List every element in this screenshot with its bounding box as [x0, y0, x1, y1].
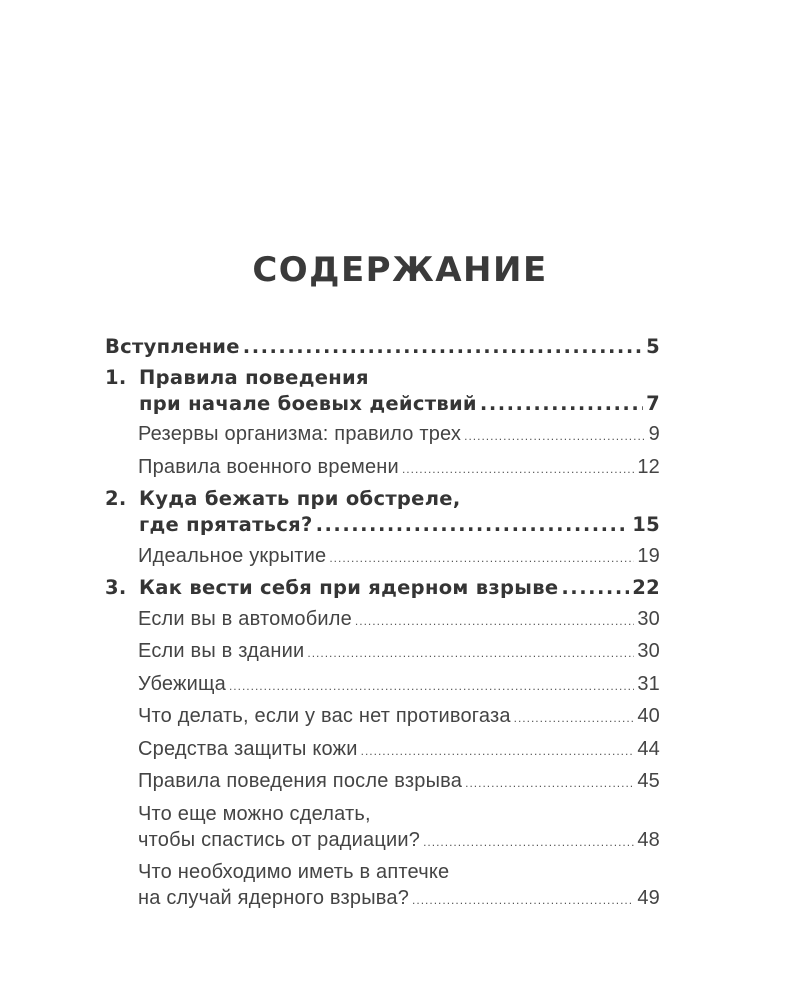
- chapter-number: 3.: [105, 576, 127, 599]
- toc-page-number: 31: [637, 672, 660, 695]
- toc-entry-label-line2: на случай ядерного взрыва?: [138, 887, 410, 909]
- toc-entry-label-line1: Что необходимо иметь в аптечке: [138, 861, 450, 883]
- toc-page-number: 40: [637, 705, 660, 727]
- dot-leader: [465, 770, 634, 796]
- dot-leader: [412, 887, 634, 913]
- toc-page-number: 49: [637, 887, 660, 909]
- toc-entry-label-line1: Что еще можно сделать,: [138, 802, 371, 825]
- toc-page-number: 30: [637, 607, 660, 630]
- dot-leader: [355, 608, 634, 634]
- toc-subentry: [105, 421, 660, 449]
- toc-entry-label: Убежища: [138, 672, 226, 695]
- toc-entry-label: Идеальное укрытие: [138, 544, 327, 567]
- toc-entry-label: Если вы в здании: [138, 640, 305, 662]
- toc-subentry: [105, 859, 660, 913]
- dot-leader: [561, 575, 629, 601]
- toc-page-number: 48: [637, 828, 660, 851]
- toc-entry-label: Если вы в автомобиле: [138, 607, 352, 630]
- dot-leader: [307, 640, 634, 666]
- toc-subentry: [105, 454, 660, 482]
- chapter-title-line2: при начале боевых действий: [139, 391, 477, 415]
- dot-leader: [480, 391, 643, 417]
- toc-subentry: [105, 703, 660, 731]
- toc-page-number: 5: [646, 335, 660, 358]
- toc-subentry: [105, 638, 660, 666]
- chapter-title-line1: Правила поведения: [139, 365, 369, 389]
- toc-page-number: 7: [646, 391, 660, 415]
- dot-leader: [316, 512, 630, 538]
- toc-page-number: 30: [637, 640, 660, 662]
- dot-leader: [423, 829, 634, 855]
- toc-entry-intro: [105, 334, 660, 360]
- toc-entry-label: Правила военного времени: [138, 455, 399, 478]
- chapter-title-line1: Как вести себя при ядерном взрыве: [139, 576, 559, 599]
- toc-page-number: 9: [648, 423, 660, 445]
- dot-leader: [243, 334, 643, 360]
- toc-page-number: 12: [637, 455, 660, 478]
- toc-subentry: [105, 768, 660, 796]
- toc-page-number: 19: [637, 544, 660, 567]
- toc-subentry: [105, 736, 660, 764]
- chapter-title-line1: Куда бежать при обстреле,: [139, 487, 461, 510]
- chapter-number: 2.: [105, 487, 127, 510]
- table-of-contents: [105, 334, 660, 918]
- toc-entry-label-line2: чтобы спастись от радиации?: [138, 828, 421, 851]
- toc-subentry: [105, 801, 660, 855]
- toc-page-number: 22: [632, 576, 660, 599]
- toc-entry-label: Правила поведения после взрыва: [138, 770, 463, 792]
- toc-page-number: 45: [637, 770, 660, 792]
- toc-subentry: [105, 543, 660, 571]
- toc-entry-label: Вступление: [105, 335, 240, 358]
- toc-page-number: 44: [637, 737, 660, 760]
- dot-leader: [514, 705, 635, 731]
- dot-leader: [464, 423, 646, 449]
- dot-leader: [402, 456, 634, 482]
- dot-leader: [229, 673, 634, 699]
- toc-entry-label: Резервы организма: правило трех: [138, 423, 462, 445]
- page-title: СОДЕРЖАНИЕ: [252, 250, 548, 290]
- toc-subentry: [105, 606, 660, 634]
- toc-entry-label: Что делать, если у вас нет противогаза: [138, 705, 511, 727]
- toc-chapter-3: [105, 575, 660, 601]
- toc-entry-label: Средства защиты кожи: [138, 737, 358, 760]
- dot-leader: [361, 738, 635, 764]
- dot-leader: [329, 545, 634, 571]
- toc-chapter-2: [105, 486, 660, 538]
- chapter-title-line2: где прятаться?: [139, 513, 313, 536]
- toc-chapter-1: [105, 365, 660, 417]
- toc-subentry: [105, 671, 660, 699]
- toc-page-number: 15: [632, 513, 660, 536]
- chapter-number: 1.: [105, 365, 127, 389]
